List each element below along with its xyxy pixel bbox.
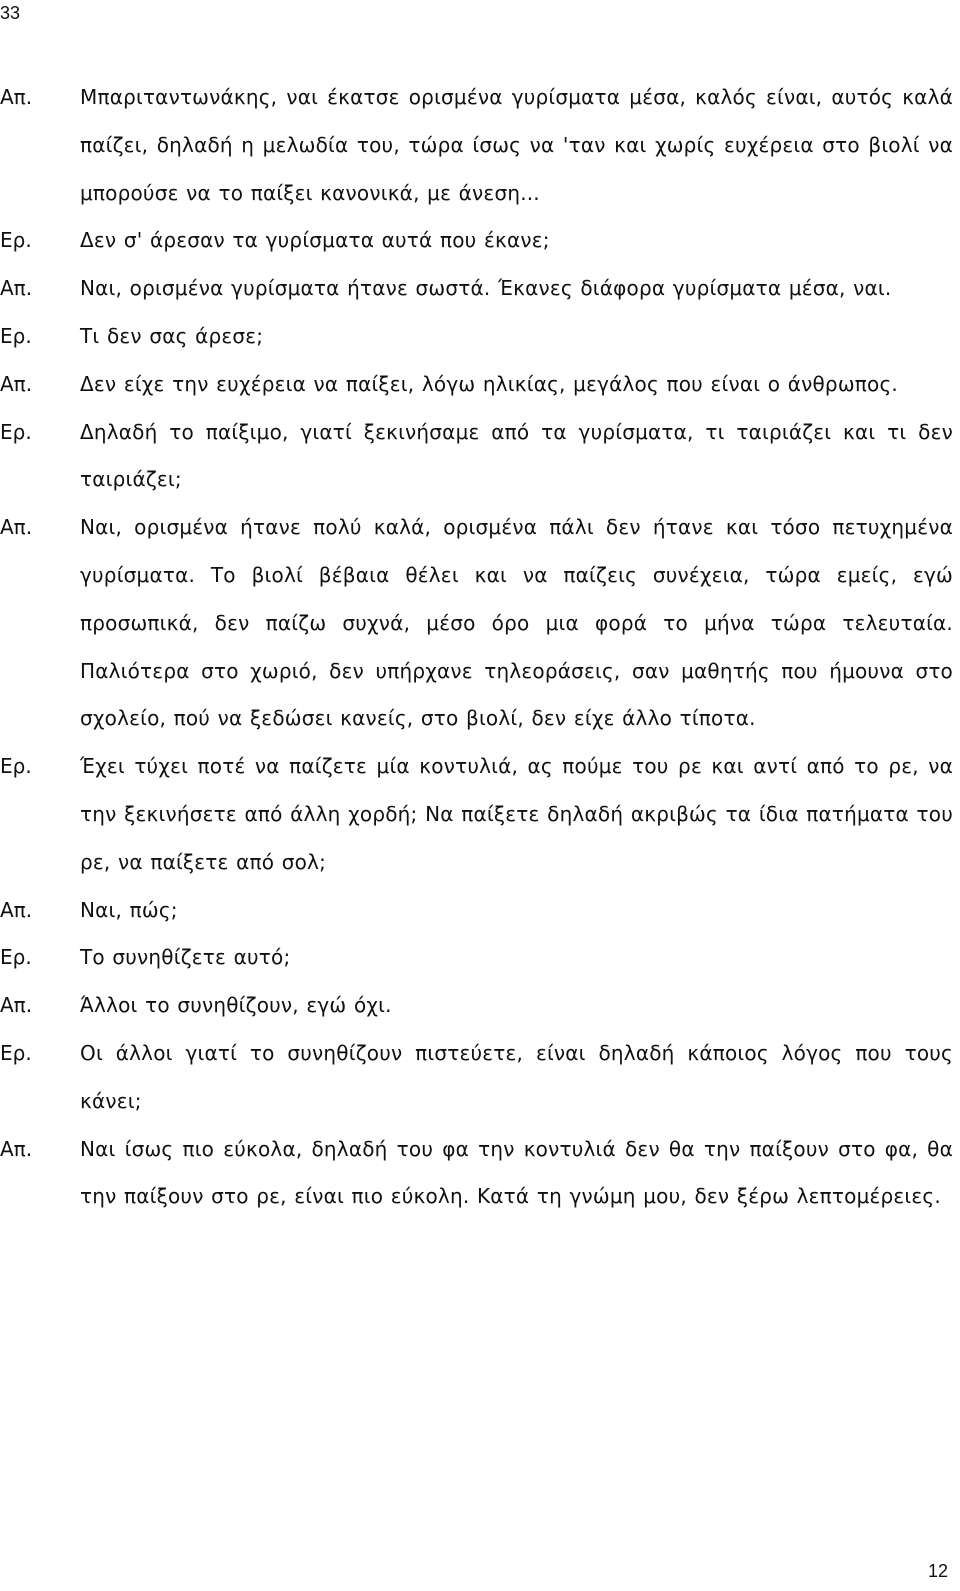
utterance-text: Οι άλλοι γιατί το συνηθίζουν πιστεύετε, είναι δηλαδή κάποιος λόγος που τους κάνει; xyxy=(80,1040,953,1113)
speaker-label: Απ. xyxy=(0,1136,33,1161)
transcript-entry xyxy=(0,409,953,505)
transcript-entry xyxy=(0,982,953,1030)
transcript-entry xyxy=(0,265,953,313)
speaker-label: Ερ. xyxy=(0,419,32,444)
transcript-entry xyxy=(0,74,953,217)
speaker-label: Ερ. xyxy=(0,323,32,348)
transcript-entry xyxy=(0,361,953,409)
speaker-label: Ερ. xyxy=(0,945,32,970)
utterance-text: Ναι ίσως πιο εύκολα, δηλαδή του φα την κοντυλιά δεν θα την παίξουν στο φα, θα την παίξουν στο ρε, είναι πιο εύκολη. Κατά τη γνώμη μου, δεν ξέρω λεπτομέρειες. xyxy=(80,1136,953,1209)
speaker-label: Ερ. xyxy=(0,754,32,779)
utterance-text: Ναι, ορισμένα ήτανε πολύ καλά, ορισμένα πάλι δεν ήτανε και τόσο πετυχημένα γυρίσματα. Το βιολί βέβαια θέλει και να παίζεις συνέχεια, τώρα εμείς, εγώ προσωπικά, δεν παίζω συχνά, μέσο όρο μια φορά το μήνα τώρα τελευταία. Παλιότερα στο χωριό, δεν υπήρχανε τηλεοράσεις, σαν μαθητής που ήμουνα στο σχολείο, πού να ξεδώσει κανείς, στο βιολί, δεν είχε άλλο τίποτα. xyxy=(80,515,953,731)
speaker-label: Απ. xyxy=(0,993,33,1018)
interview-transcript xyxy=(0,74,953,1221)
utterance-text: Άλλοι το συνηθίζουν, εγώ όχι. xyxy=(80,993,392,1018)
speaker-label: Ερ. xyxy=(0,1040,32,1065)
utterance-text: Δεν σ' άρεσαν τα γυρίσματα αυτά που έκανε; xyxy=(80,228,550,253)
utterance-text: Το συνηθίζετε αυτό; xyxy=(80,945,291,970)
speaker-label: Απ. xyxy=(0,85,33,109)
utterance-text: Μπαριταντωνάκης, ναι έκατσε ορισμένα γυρίσματα μέσα, καλός είναι, αυτός καλά παίζει, δηλαδή η μελωδία του, τώρα ίσως να 'ταν και χωρίς ευχέρεια στο βιολί να μπορούσε να το παίξει κανονικά, με άνεση... xyxy=(80,85,953,205)
utterance-text: Ναι, ορισμένα γυρίσματα ήτανε σωστά. Έκανες διάφορα γυρίσματα μέσα, ναι. xyxy=(80,276,892,301)
speaker-label: Ερ. xyxy=(0,228,32,253)
transcript-entry xyxy=(0,217,953,265)
utterance-text: Έχει τύχει ποτέ να παίζετε μία κοντυλιά, ας πούμε του ρε και αντί από το ρε, να την ξεκινήσετε από άλλη χορδή; Να παίξετε δηλαδή ακριβώς τα ίδια πατήματα του ρε, να παίξετε από σολ; xyxy=(80,754,953,874)
speaker-label: Απ. xyxy=(0,276,33,301)
utterance-text: Δηλαδή το παίξιμο, γιατί ξεκινήσαμε από τα γυρίσματα, τι ταιριάζει και τι δεν ταιριάζει; xyxy=(80,419,953,492)
speaker-label: Απ. xyxy=(0,897,33,922)
transcript-entry xyxy=(0,504,953,743)
transcript-entry xyxy=(0,313,953,361)
utterance-text: Τι δεν σας άρεσε; xyxy=(80,323,264,348)
page-number-bottom: 12 xyxy=(927,1561,948,1581)
utterance-text: Ναι, πώς; xyxy=(80,897,178,922)
transcript-entry xyxy=(0,1030,953,1126)
transcript-entry xyxy=(0,1126,953,1222)
speaker-label: Απ. xyxy=(0,515,33,540)
utterance-text: Δεν είχε την ευχέρεια να παίξει, λόγω ηλικίας, μεγάλος που είναι ο άνθρωπος. xyxy=(80,371,898,396)
speaker-label: Απ. xyxy=(0,371,33,396)
transcript-entry xyxy=(0,934,953,982)
transcript-entry xyxy=(0,743,953,886)
transcript-entry xyxy=(0,887,953,935)
page-number-top: 33 xyxy=(0,3,21,23)
